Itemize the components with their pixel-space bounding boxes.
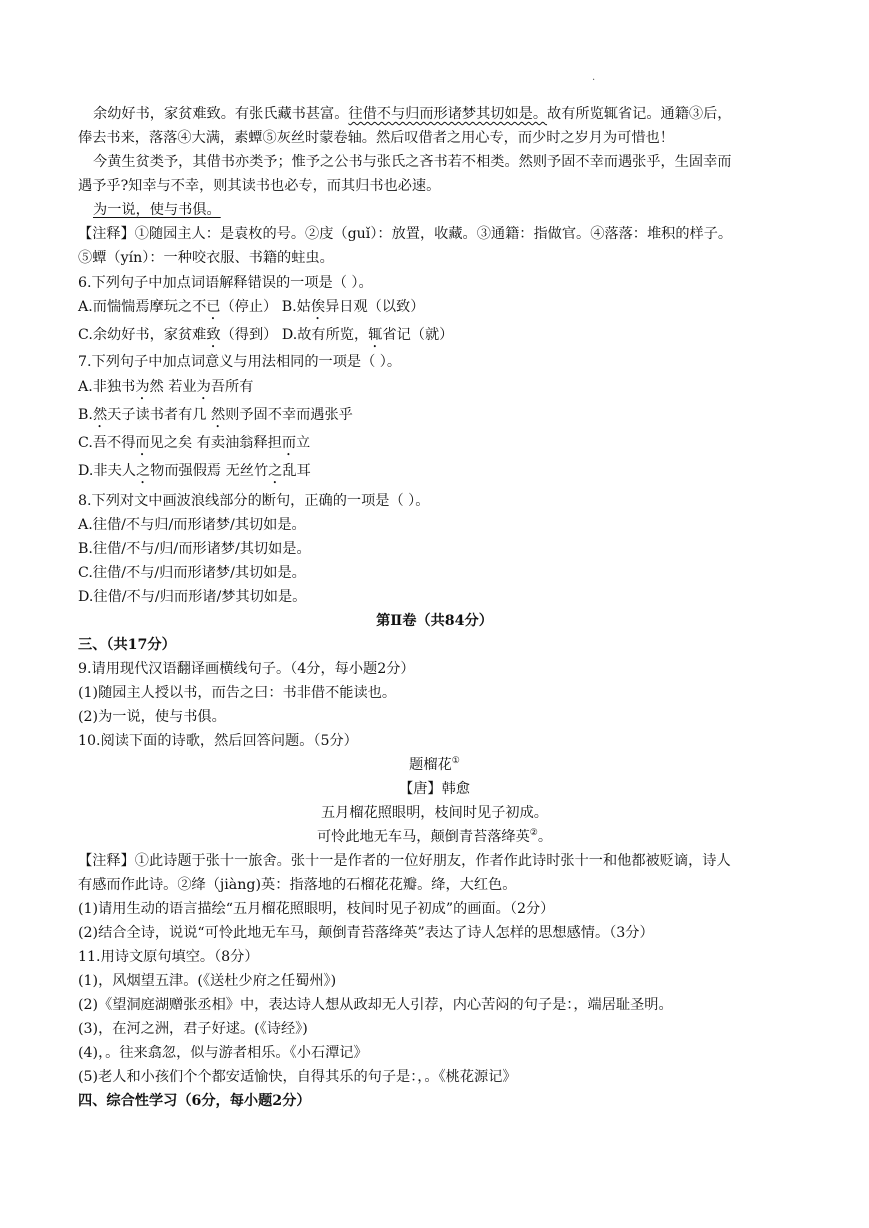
option-text: B. — [78, 407, 93, 423]
q10-sub-1: (1)请用生动的语言描绘“五月榴花照眼明，枝间时见子初成”的画面。（2分） — [78, 901, 555, 917]
q8-option-a: A.往借/不与归/而形诸梦/其切如是。 — [78, 517, 306, 533]
dotted-word: 之 — [135, 463, 151, 479]
q10-note-2: 有感而作此诗。②绛（jiàng)英：指落地的石榴花花瓣。绛，大红色。 — [78, 877, 517, 893]
q6-stem: 6.下列句子中加点词语解释错误的一项是（ ）。 — [78, 275, 373, 291]
dotted-word: 然 — [210, 407, 226, 423]
q7-option-b — [78, 405, 353, 431]
passage-note-1: 【注释】①随园主人：是袁枚的号。②庋（guǐ）：放置，收藏。③通籍：指做官。④落落：堆积的样子。 — [78, 226, 733, 242]
option-text: 乱耳 — [282, 463, 311, 479]
q10-stem: 10.阅读下面的诗歌，然后回答问题。（5分） — [78, 733, 358, 749]
passage-note-2: ⑤蟫（yín）：一种咬衣服、书籍的蛀虫。 — [78, 250, 334, 266]
option-text: 物而强假焉 无丝竹 — [150, 463, 269, 479]
poem-text: 。 — [537, 829, 553, 845]
dotted-word: 而 — [135, 435, 150, 451]
option-text: A.而惴惴焉摩玩之不 — [78, 299, 207, 315]
underlined-sentence: 为一说，使与书俱。 — [93, 202, 221, 218]
section-4-title: 四、综合性学习（6分，每小题2分） — [78, 1093, 311, 1109]
dotted-word: 已 — [206, 299, 221, 315]
q6-options-ab — [78, 297, 424, 323]
option-text: B.姑 — [281, 299, 311, 315]
dotted-word: 为 — [135, 379, 150, 395]
q10-sub-2: (2)结合全诗，说说“可怜此地无车马，颠倒青苔落绛英”表达了诗人怎样的思想感情。（3分） — [78, 925, 654, 941]
option-text: （得到） — [220, 327, 282, 343]
option-text: 天子读书者有几 — [107, 407, 211, 423]
option-text: 省记（就） — [382, 327, 454, 343]
top-mark: . — [592, 72, 596, 83]
q9-stem: 9.请用现代汉语翻译画横线句子。（4分，每小题2分） — [78, 661, 415, 677]
q11-item-2: (2)《望洞庭湖赠张丞相》中，表达诗人想从政却无人引荐，内心苦闷的句子是：，端居耻圣明。 — [78, 997, 673, 1013]
section-2-title: 第Ⅱ卷（共84分） — [376, 613, 493, 629]
poem-author: 【唐】韩愈 — [399, 781, 470, 797]
passage-line-3: 今黄生贫类予，其借书亦类予；惟予之公书与张氏之吝书若不相类。然则予固不幸而遇张乎，生固幸而 — [93, 154, 732, 170]
option-text: 见之矣 有卖油翁释担 — [149, 435, 282, 451]
q11-item-4: (4)，。往来翕忽，似与游者相乐。《小石潭记》 — [78, 1045, 368, 1061]
dotted-word: 为 — [196, 379, 211, 395]
q6-options-cd — [78, 325, 453, 351]
dotted-word: 辄 — [368, 327, 383, 343]
option-text: 立 — [296, 435, 311, 451]
q7-option-a — [78, 377, 253, 403]
poem-title-text: 题榴花 — [409, 757, 452, 773]
poem-line-2 — [0, 827, 869, 847]
dotted-word: 然 — [92, 407, 108, 423]
option-text: 则予固不幸而遇张乎 — [225, 407, 353, 423]
poem-text: 可怜此地无车马，颠倒青苔落绛英 — [316, 829, 530, 845]
wavy-underlined-sentence: 往借不与归而形诸梦其切如是。 — [348, 106, 548, 122]
q9-item-2: (2)为一说，使与书俱。 — [78, 709, 226, 725]
option-text: 然 若业 — [149, 379, 197, 395]
option-text: A.非独书 — [78, 379, 136, 395]
q10-note-1: 【注释】①此诗题于张十一旅舍。张十一是作者的一位好朋友，作者作此诗时张十一和他都被贬谪，诗人 — [78, 853, 731, 869]
q8-stem: 8.下列对文中画波浪线部分的断句，正确的一项是（ ）。 — [78, 493, 430, 509]
q8-option-b: B.往借/不与/归/而形诸梦/其切如是。 — [78, 541, 311, 557]
option-text: C.余幼好书，家贫难 — [78, 327, 207, 343]
option-text: 吾所有 — [210, 379, 254, 395]
passage-line-2: 俸去书来，落落④大满，素蟫⑤灰丝时蒙卷轴。然后叹借者之用心专，而少时之岁月为可惜也！ — [78, 130, 674, 146]
q11-item-1: (1)，风烟望五津。(《送杜少府之任蜀州》) — [78, 973, 337, 989]
option-text: C.吾不得 — [78, 435, 136, 451]
dotted-word: 而 — [281, 435, 297, 451]
footnote-mark: ② — [529, 828, 538, 838]
q7-option-c — [78, 433, 310, 459]
passage-line-4: 遇予乎?知幸与不幸，则其读书也必专，而其归书也必速。 — [78, 178, 441, 194]
passage-line-1 — [93, 104, 731, 124]
q7-option-d — [78, 461, 311, 487]
q7-stem: 7.下列句子中加点词意义与用法相同的一项是（ ）。 — [78, 354, 402, 370]
section-3-title: 三、（共17分） — [78, 637, 176, 653]
q8-option-c: C.往借/不与/归而形诸梦/其切如是。 — [78, 565, 306, 581]
dotted-word: 俟 — [310, 299, 326, 315]
q9-item-1: (1)随园主人授以书，而告之曰：书非借不能读也。 — [78, 685, 397, 701]
q11-item-3: (3)，在河之洲，君子好逑。(《诗经》) — [78, 1021, 308, 1037]
option-text: （停止） — [220, 299, 282, 315]
passage-text: 故有所览辄省记。通籍③后， — [547, 106, 732, 122]
option-text: D.非夫人 — [78, 463, 136, 479]
footnote-mark: ① — [451, 756, 460, 766]
q11-stem: 11.用诗文原句填空。（8分） — [78, 949, 259, 965]
poem-title — [0, 755, 869, 775]
poem-line-1: 五月榴花照眼明，枝间时见子初成。 — [320, 805, 548, 821]
option-text: 异日观（以致） — [325, 299, 425, 315]
option-text: D.故有所览， — [281, 327, 369, 343]
passage-line-5 — [93, 200, 221, 220]
passage-text: 余幼好书，家贫难致。有张氏藏书甚富。 — [93, 106, 349, 122]
q11-item-5: (5)老人和小孩们个个都安适愉快，自得其乐的句子是：，。《桃花源记》 — [78, 1069, 517, 1085]
dotted-word: 之 — [268, 463, 283, 479]
dotted-word: 致 — [206, 327, 221, 343]
q8-option-d: D.往借/不与/归而形诸/梦其切如是。 — [78, 589, 307, 605]
